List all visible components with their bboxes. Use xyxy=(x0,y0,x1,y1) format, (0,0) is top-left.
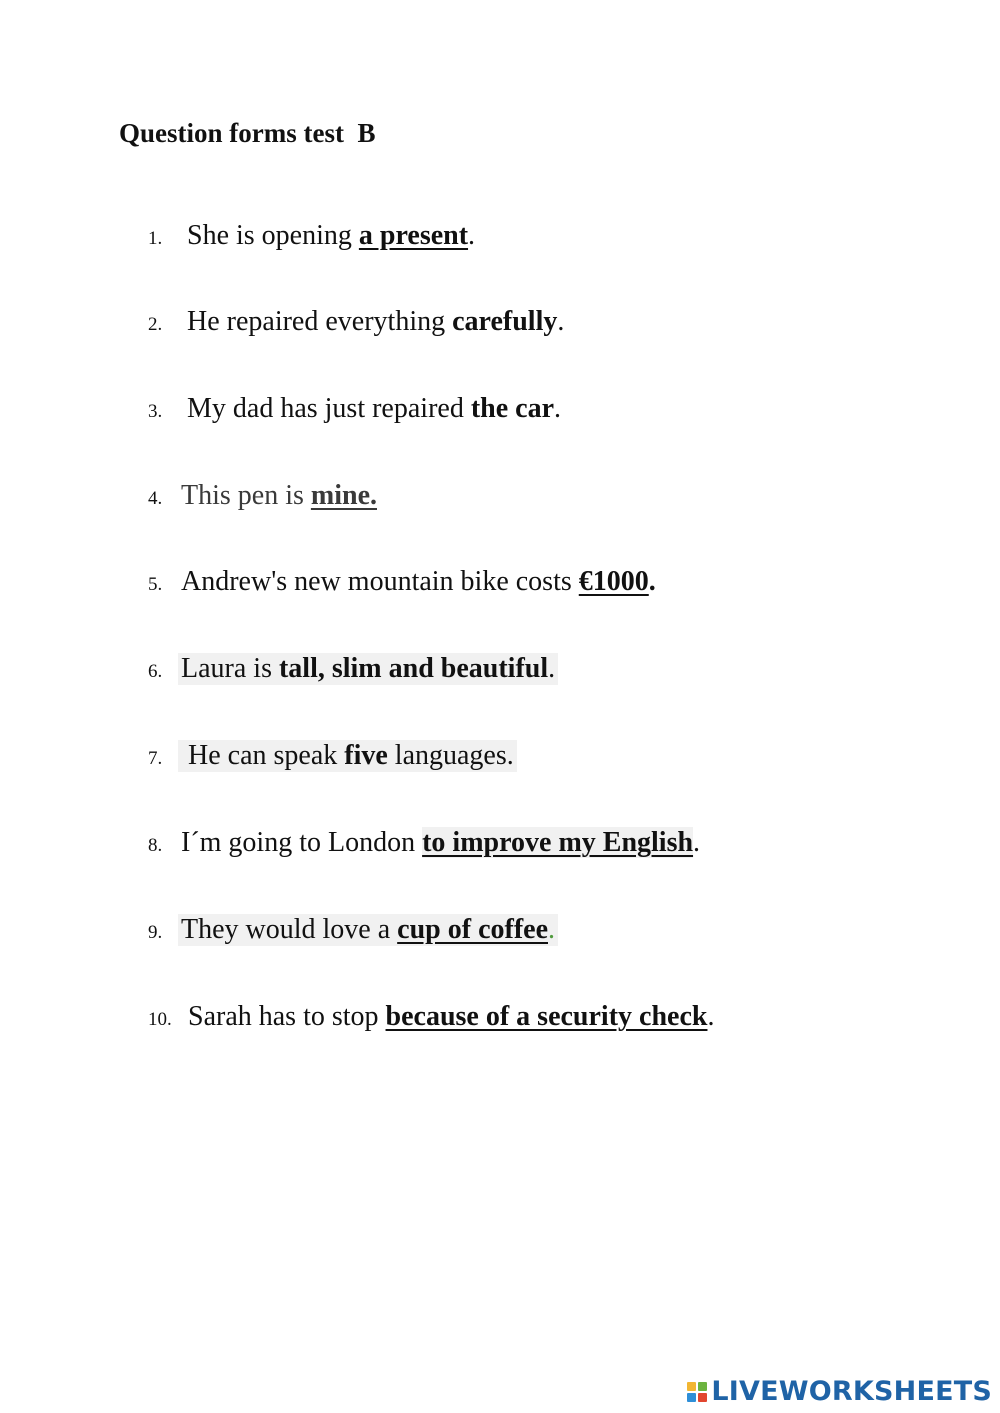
question-item-7 xyxy=(148,740,517,780)
highlighted-phrase: cup of coffee xyxy=(397,914,548,945)
item-number: 9. xyxy=(148,922,163,943)
highlighted-phrase: a present xyxy=(358,220,469,251)
item-sentence xyxy=(178,1001,717,1033)
sentence-text: She is opening xyxy=(187,220,359,251)
item-number: 6. xyxy=(148,661,163,682)
sentence-end: languages. xyxy=(387,740,514,771)
question-item-10 xyxy=(148,1001,717,1041)
item-sentence xyxy=(178,914,558,946)
sentence-text: Laura is xyxy=(181,653,279,684)
item-sentence xyxy=(184,306,567,338)
item-number: 7. xyxy=(148,748,163,769)
logo-square-icon xyxy=(687,1393,696,1402)
item-number: 2. xyxy=(148,314,163,335)
item-sentence xyxy=(178,827,703,859)
sentence-text: They would love a xyxy=(181,914,398,945)
liveworksheets-logo xyxy=(687,1376,992,1407)
brand-name: LIVEWORKSHEETS xyxy=(711,1376,992,1407)
highlighted-phrase: because of a security check xyxy=(385,1001,708,1032)
logo-square-icon xyxy=(698,1382,707,1391)
sentence-text: This pen is xyxy=(181,480,311,511)
sentence-end: . xyxy=(548,653,556,684)
question-item-1 xyxy=(148,220,478,260)
item-number: 4. xyxy=(148,488,163,509)
sentence-end: . xyxy=(648,566,656,597)
item-sentence xyxy=(184,393,564,425)
highlighted-phrase: mine. xyxy=(310,480,377,511)
question-item-3 xyxy=(148,393,564,433)
highlighted-phrase: five xyxy=(344,740,388,771)
sentence-end: . xyxy=(468,220,476,251)
sentence-end: . xyxy=(693,827,701,858)
sentence-end: . xyxy=(557,306,565,337)
item-sentence xyxy=(178,740,517,772)
sentence-end: . xyxy=(707,1001,715,1032)
question-item-9 xyxy=(148,914,558,954)
question-item-6 xyxy=(148,653,558,693)
item-sentence xyxy=(178,480,380,512)
highlighted-phrase: to improve my English xyxy=(422,827,694,858)
highlighted-phrase: €1000 xyxy=(578,566,649,597)
sentence-text: I´m going to London xyxy=(181,827,423,858)
logo-grid-icon xyxy=(687,1382,707,1402)
item-number: 1. xyxy=(148,228,163,249)
logo-square-icon xyxy=(698,1393,707,1402)
item-sentence xyxy=(184,220,478,252)
item-number: 8. xyxy=(148,835,163,856)
question-item-2 xyxy=(148,306,567,346)
item-sentence xyxy=(178,653,558,685)
logo-square-icon xyxy=(687,1382,696,1391)
sentence-text: He repaired everything xyxy=(187,306,453,337)
item-number: 10. xyxy=(148,1009,172,1030)
question-item-5 xyxy=(148,566,659,606)
sentence-text: Sarah has to stop xyxy=(181,1001,386,1032)
sentence-end: . xyxy=(554,393,562,424)
sentence-end: . xyxy=(548,914,555,945)
sentence-text: Andrew's new mountain bike costs xyxy=(181,566,579,597)
question-item-4 xyxy=(148,480,380,520)
highlighted-phrase: tall, slim and beautiful xyxy=(278,653,549,684)
worksheet-title: Question forms test B xyxy=(119,118,376,148)
sentence-text: He can speak xyxy=(181,740,345,771)
highlighted-phrase: the car xyxy=(470,393,555,424)
question-item-8 xyxy=(148,827,703,867)
item-number: 3. xyxy=(148,401,163,422)
item-number: 5. xyxy=(148,574,163,595)
item-sentence xyxy=(178,566,659,598)
highlighted-phrase: carefully xyxy=(452,306,558,337)
sentence-text: My dad has just repaired xyxy=(187,393,471,424)
